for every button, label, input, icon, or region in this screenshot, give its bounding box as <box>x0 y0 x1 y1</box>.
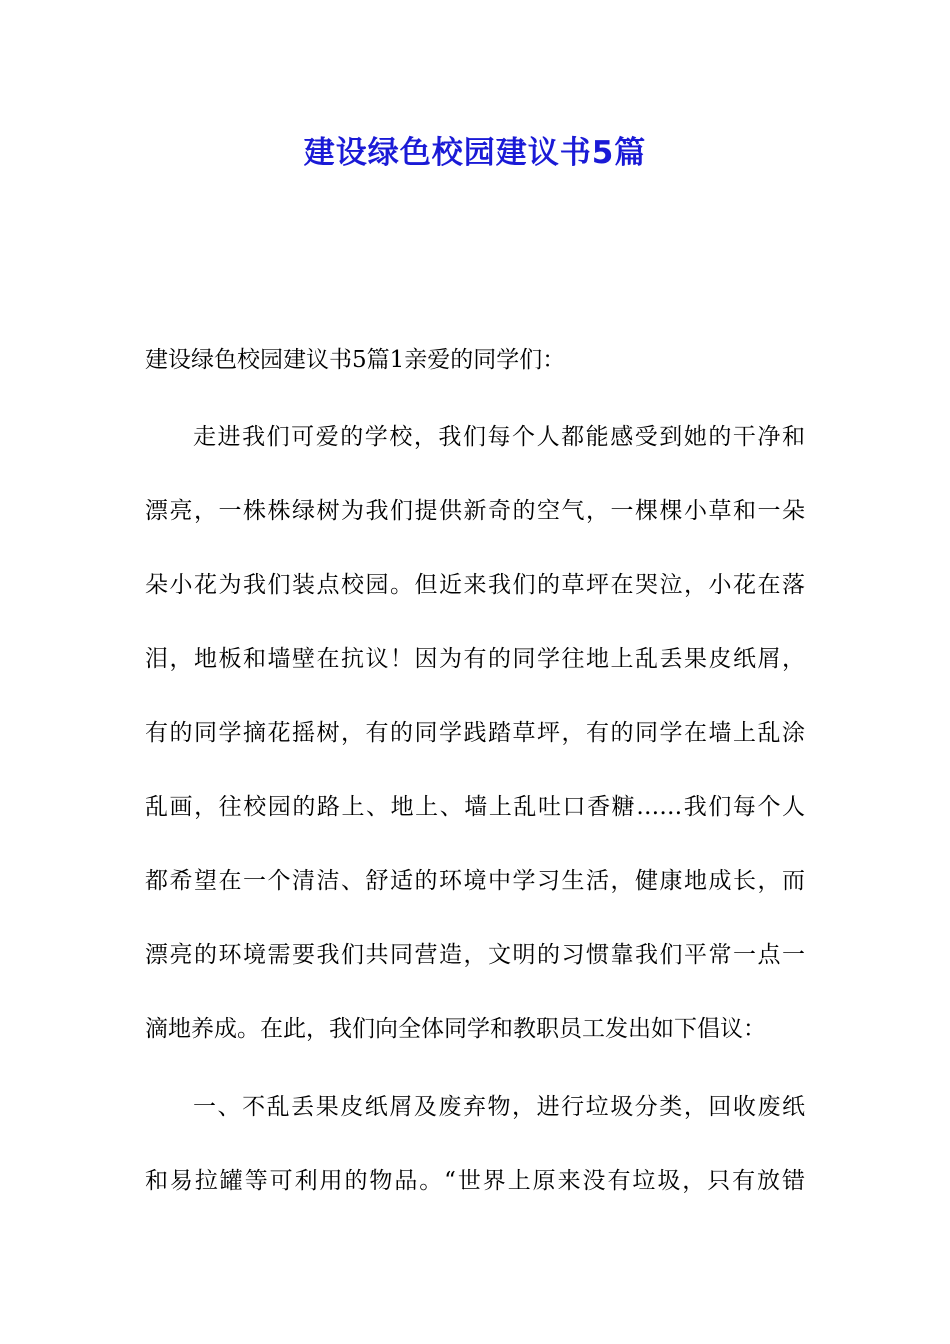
document-title: 建设绿色校园建议书5篇 <box>303 135 647 171</box>
paragraph-line: 走进我们可爱的学校，我们每个人都能感受到她的干净和 <box>193 424 805 450</box>
intro-line: 建设绿色校园建议书5篇1亲爱的同学们： <box>145 347 566 373</box>
paragraph-line: 和易拉罐等可利用的物品。“世界上原来没有垃圾，只有放错 <box>145 1168 805 1194</box>
paragraph-line: 一、不乱丢果皮纸屑及废弃物，进行垃圾分类，回收废纸 <box>193 1094 805 1120</box>
paragraph-line: 乱画，往校园的路上、地上、墙上乱吐口香糖……我们每个人 <box>145 794 805 820</box>
paragraph-line: 漂亮，一株株绿树为我们提供新奇的空气，一棵棵小草和一朵 <box>145 498 805 524</box>
paragraph-line: 有的同学摘花摇树，有的同学践踏草坪，有的同学在墙上乱涂 <box>145 720 805 746</box>
paragraph-line: 漂亮的环境需要我们共同营造，文明的习惯靠我们平常一点一 <box>145 942 805 968</box>
paragraph-line: 滴地养成。在此，我们向全体同学和教职员工发出如下倡议： <box>145 1016 766 1042</box>
paragraph-line: 都希望在一个清洁、舒适的环境中学习生活，健康地成长，而 <box>145 868 805 894</box>
paragraph-line: 朵小花为我们装点校园。但近来我们的草坪在哭泣，小花在落 <box>145 572 805 598</box>
paragraph-line: 泪，地板和墙壁在抗议！因为有的同学往地上乱丢果皮纸屑， <box>145 646 805 672</box>
